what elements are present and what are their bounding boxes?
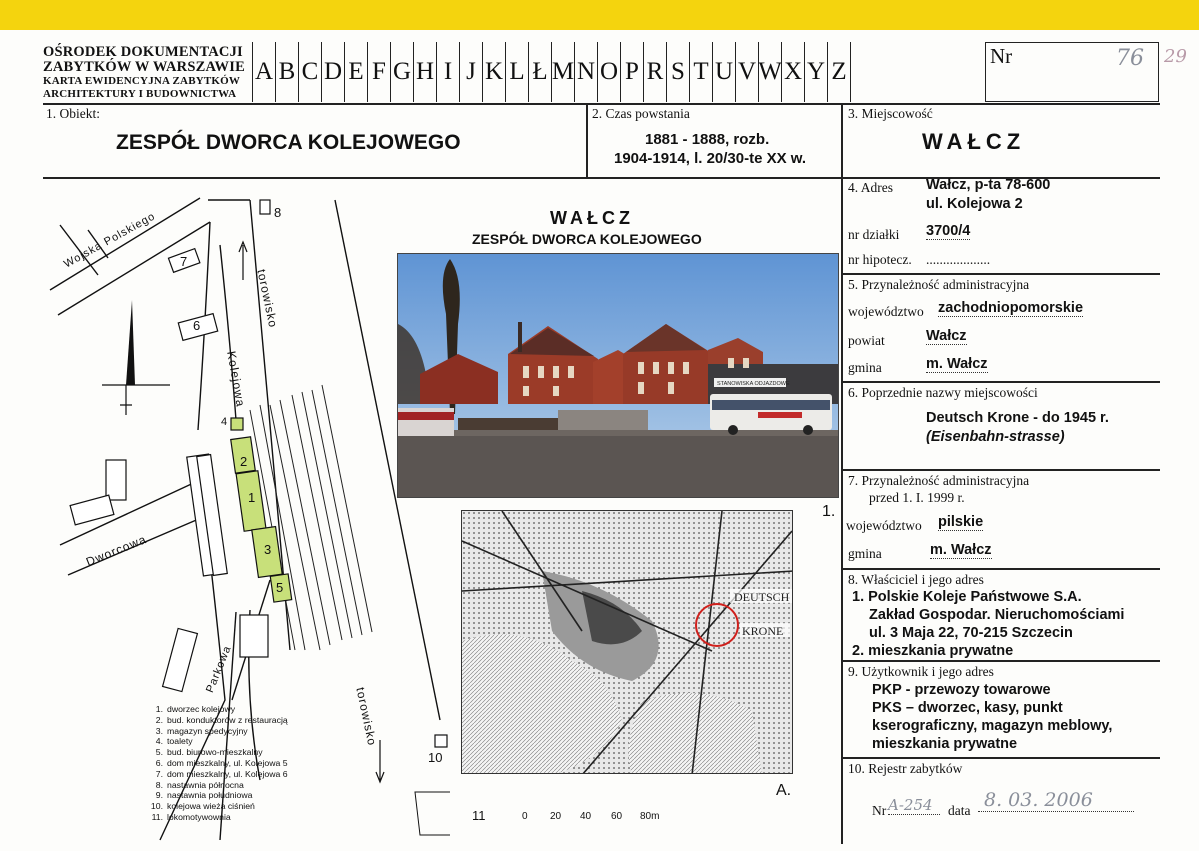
platform-sign: STANOWISKA ODJAZDOWE [717, 381, 790, 387]
legend-item [145, 747, 288, 758]
scale-20: 20 [550, 811, 562, 822]
index-letter: S [667, 42, 690, 102]
legend-number: 11. [151, 811, 163, 822]
admin-label: 5. Przynależność administracyjna [848, 277, 1030, 292]
plan-number-2: 2 [240, 454, 248, 469]
legend-text: bud. biurowo-mieszkalny [167, 747, 263, 758]
index-letter: U [713, 42, 736, 102]
index-letter: J [460, 42, 483, 102]
former-names-line-1: Deutsch Krone - do 1945 r. [926, 410, 1109, 426]
former-commune-value: m. Wałcz [930, 542, 992, 558]
plan-number-4: 4 [221, 416, 228, 428]
legend-text: lokomotywownia [167, 811, 231, 822]
former-voivodeship-value: pilskie [938, 514, 984, 530]
user-label: 9. Użytkownik i jego adres [848, 664, 994, 679]
index-letter: Ł [529, 42, 552, 102]
address-label: 4. Adres [848, 180, 893, 195]
station-photo [397, 253, 839, 498]
legend-item [145, 769, 288, 780]
org-line-1: OŚRODEK DOKUMENTACJI [43, 44, 243, 60]
figure-a-label: A. [776, 782, 792, 799]
register-date-label: data [948, 803, 971, 818]
top-color-bar [0, 0, 1199, 30]
owner-details [852, 588, 1124, 660]
address-line-1: Wałcz, p-ta 78-600 [926, 177, 1051, 193]
index-letter: T [690, 42, 713, 102]
label-torowisko-top: torowisko [254, 268, 281, 330]
legend-text: bud. konduktorów z restauracją [167, 714, 288, 725]
owner-line: Zakład Gospodar. Nieruchomościami [869, 607, 1125, 623]
plan-number-3: 3 [264, 542, 272, 557]
index-letter: D [322, 42, 345, 102]
legend-number: 6. [155, 757, 163, 768]
user-line: PKS – dworzec, kasy, punkt [872, 700, 1063, 716]
legend-text: magazyn spedycyjny [167, 725, 248, 736]
legend-number: 4. [155, 736, 163, 747]
legend-item [145, 715, 288, 726]
map-label-krone: KRONE [742, 624, 784, 638]
index-letter: G [391, 42, 414, 102]
object-label: 1. Obiekt: [46, 106, 100, 121]
legend-item [145, 780, 288, 791]
mortgage-label: nr hipotecz. [848, 252, 912, 267]
legend-number: 5. [155, 747, 163, 758]
center-subtitle: ZESPÓŁ DWORCA KOLEJOWEGO [472, 231, 702, 247]
register-nr-label: Nr [872, 803, 887, 818]
object-value: ZESPÓŁ DWORCA KOLEJOWEGO [116, 131, 461, 154]
owner-line: 2. mieszkania prywatne [852, 643, 1014, 659]
user-line: kserograficzny, magazyn meblowy, [872, 718, 1113, 734]
legend-number: 10. [150, 801, 163, 812]
index-letter: E [345, 42, 368, 102]
label-torowisko-bottom: torowisko [353, 686, 380, 748]
index-letter: R [644, 42, 667, 102]
legend-item [145, 736, 288, 747]
user-details [872, 681, 1112, 753]
commune-value: m. Wałcz [926, 356, 988, 372]
former-admin-date: przed 1. I. 1999 r. [869, 490, 965, 505]
legend-item [145, 704, 288, 715]
locality-value: WAŁCZ [922, 129, 1026, 154]
owner-line: 1. Polskie Koleje Państwowe S.A. [852, 589, 1082, 605]
organization-name [43, 45, 245, 101]
org-line-2: ZABYTKÓW W WARSZAWIE [43, 59, 245, 75]
register-nr-value: A-254 [888, 796, 940, 815]
register-label: 10. Rejestr zabytków [848, 761, 963, 776]
legend-item [145, 790, 288, 801]
index-letter: A [253, 42, 276, 102]
mortgage-value: ................... [926, 252, 991, 267]
street-dworcowa: Dworcowa [84, 532, 149, 569]
index-letter: N [575, 42, 598, 102]
former-voivodeship-label: województwo [846, 518, 922, 533]
former-commune-label: gmina [848, 546, 882, 561]
map-label-deutsch: DEUTSCH [734, 590, 790, 604]
scale-60: 60 [611, 811, 623, 822]
index-letter: I [437, 42, 460, 102]
figure-1-label: 1. [822, 503, 836, 520]
index-letter: Z [828, 42, 851, 102]
legend-number: 8. [155, 779, 163, 790]
index-letter: M [552, 42, 575, 102]
index-letter: P [621, 42, 644, 102]
voivodeship-value: zachodniopomorskie [938, 300, 1084, 316]
alphabet-index [252, 42, 851, 102]
legend-number: 7. [155, 768, 163, 779]
index-letter: F [368, 42, 391, 102]
org-line-4: ARCHITEKTURY I BUDOWNICTWA [43, 88, 237, 100]
scale-40: 40 [580, 811, 592, 822]
legend-text: nastawnia południowa [167, 790, 253, 801]
plan-number-5: 5 [276, 580, 284, 595]
index-letter: X [782, 42, 805, 102]
index-letter: K [483, 42, 506, 102]
legend-text: toalety [167, 736, 193, 747]
index-letter: B [276, 42, 299, 102]
legend-item [145, 726, 288, 737]
date-label: 2. Czas powstania [592, 106, 690, 121]
street-wojska-polskiego: Wojska Polskiego [62, 210, 158, 271]
date-line-2: 1904-1914, l. 20/30-te XX w. [614, 150, 807, 167]
legend-text: dom mieszkalny, ul. Kolejowa 5 [167, 757, 288, 768]
scale-0: 0 [522, 811, 528, 822]
plan-number-10: 10 [428, 750, 443, 765]
legend-number: 2. [155, 714, 163, 725]
locality-label: 3. Miejscowość [848, 106, 933, 121]
plan-legend [145, 704, 288, 823]
legend-number: 9. [155, 790, 163, 801]
index-letter: C [299, 42, 322, 102]
plan-number-7: 7 [180, 254, 188, 269]
owner-label: 8. Właściciel i jego adres [848, 572, 984, 587]
index-letter: Y [805, 42, 828, 102]
plot-label: nr działki [848, 227, 900, 242]
plan-number-11: 11 [472, 808, 486, 823]
plot-value: 3700/4 [926, 223, 971, 239]
address-line-2: ul. Kolejowa 2 [926, 196, 1023, 212]
org-line-3: KARTA EWIDENCYJNA ZABYTKÓW [43, 75, 241, 87]
former-admin-label: 7. Przynależność administracyjna [848, 473, 1030, 488]
user-line: mieszkania prywatne [872, 736, 1018, 752]
index-letter: W [759, 42, 782, 102]
center-title: WAŁCZ [550, 208, 634, 228]
legend-text: dom mieszkalny, ul. Kolejowa 6 [167, 768, 288, 779]
index-letter: V [736, 42, 759, 102]
user-line: PKP - przewozy towarowe [872, 682, 1051, 698]
legend-item [145, 812, 288, 823]
index-letter: L [506, 42, 529, 102]
voivodeship-label: województwo [848, 304, 924, 319]
legend-text: nastawnia północna [167, 779, 244, 790]
legend-text: dworzec kolejowy [167, 704, 236, 714]
county-value: Wałcz [926, 328, 967, 344]
scale-80m: 80m [640, 811, 660, 822]
county-label: powiat [848, 333, 885, 348]
city-map [461, 510, 793, 774]
street-parkowa: Parkowa [204, 643, 234, 695]
legend-number: 3. [155, 725, 163, 736]
legend-item [145, 758, 288, 769]
legend-item [145, 801, 288, 812]
card-number-extra: 29 [1164, 46, 1187, 67]
legend-text: kolejowa wieża ciśnień [167, 801, 255, 812]
street-kolejowa: Kolejowa [224, 350, 248, 409]
owner-line: ul. 3 Maja 22, 70-215 Szczecin [869, 625, 1073, 641]
card-number-value: 76 [1116, 46, 1144, 71]
index-letter: H [414, 42, 437, 102]
card-number-label: Nr [990, 44, 1013, 68]
date-line-1: 1881 - 1888, rozb. [645, 131, 770, 148]
former-names-line-2: (Eisenbahn-strasse) [926, 429, 1065, 445]
index-letter: O [598, 42, 621, 102]
legend-number: 1. [155, 704, 163, 714]
former-names-label: 6. Poprzednie nazwy miejscowości [848, 385, 1038, 400]
plan-number-8: 8 [274, 205, 282, 220]
plan-number-1: 1 [248, 490, 256, 505]
register-date-value: 8. 03. 2006 [978, 789, 1134, 812]
plan-number-6: 6 [193, 318, 201, 333]
commune-label: gmina [848, 360, 882, 375]
